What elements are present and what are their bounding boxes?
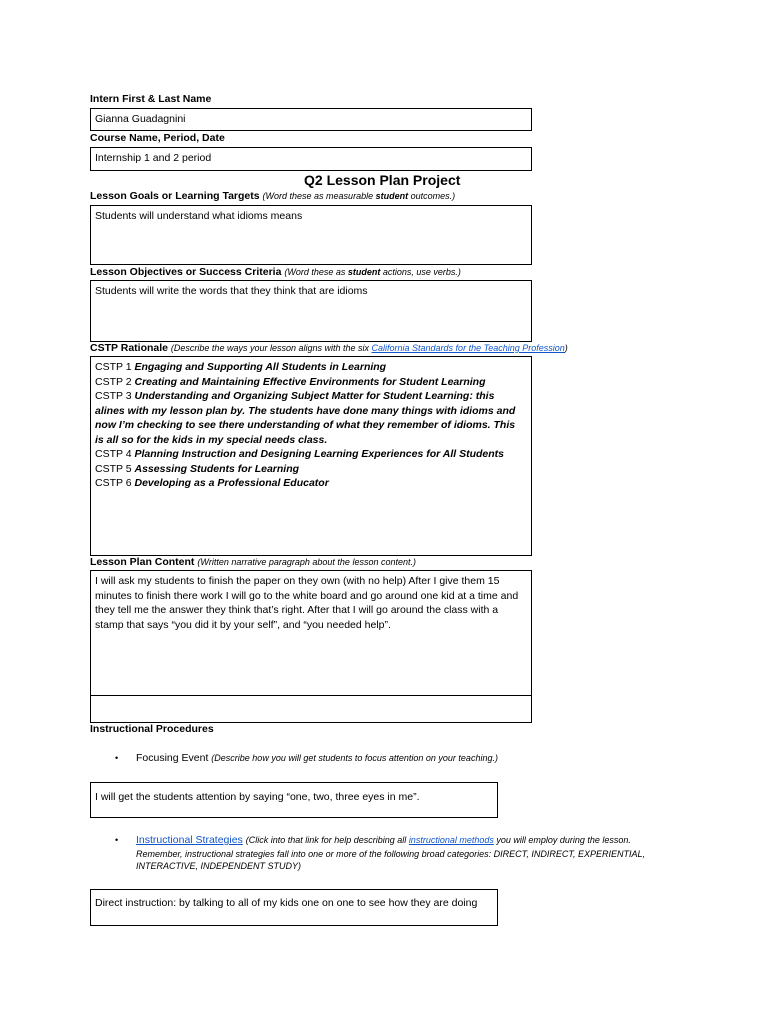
- focusing-note: (Describe how you will get students to focus attention on your teaching.): [211, 753, 498, 763]
- cstp-line-prefix: CSTP 3: [95, 390, 135, 402]
- cstp-line: [95, 404, 527, 419]
- cstp-line-prefix: CSTP 4: [95, 448, 135, 460]
- cstp-line: [95, 476, 527, 491]
- goals-field[interactable]: [90, 205, 532, 265]
- cstp-label-text: CSTP Rationale: [90, 342, 168, 354]
- strategies-note-line2: Remember, instructional strategies fall into one or more of the following broad categories: DIRECT, INDIRECT, EXPERIENTIAL,: [136, 849, 646, 859]
- objectives-label-text: Lesson Objectives or Success Criteria: [90, 266, 282, 278]
- content-line: minutes to finish there work I will go to the white board and go around one kid at a time and: [95, 589, 519, 602]
- strategies-note: (Click into that link for help describing all instructional methods you will employ during the lesson.: [245, 835, 631, 845]
- cstp-line-prefix: CSTP 2: [95, 375, 135, 388]
- strategies-note-line3: INTERACTIVE, INDEPENDENT STUDY): [136, 861, 302, 871]
- content-extra-field[interactable]: [90, 695, 532, 723]
- content-lines: [95, 574, 527, 632]
- goals-value: Students will understand what idioms means: [95, 210, 303, 222]
- cstp-note: (Describe the ways your lesson aligns with the six California Standards for the Teaching Profession): [170, 343, 568, 353]
- cstp-lines: [95, 360, 527, 491]
- cstp-line-text: alines with my lesson plan by. The students have done many things with idioms and: [95, 404, 516, 417]
- course-value: Internship 1 and 2 period: [95, 152, 212, 164]
- objectives-field[interactable]: [90, 280, 532, 342]
- strategies-heading: [136, 834, 631, 846]
- cstp-line-text: Creating and Maintaining Effective Environments for Student Learning: [134, 375, 486, 388]
- content-field[interactable]: [90, 570, 532, 696]
- cstp-line: [95, 360, 527, 375]
- content-label: [90, 556, 416, 568]
- strategies-field[interactable]: [90, 889, 498, 926]
- cstp-line-text: is all so for the kids in my special needs class.: [95, 433, 328, 446]
- intern-name-field[interactable]: [90, 108, 532, 131]
- goals-label: [90, 190, 455, 202]
- cstp-line-prefix: CSTP 5: [95, 462, 135, 475]
- objectives-value: Students will write the words that they think that are idioms: [95, 285, 368, 297]
- cstp-line-text: Developing as a Professional Educator: [134, 477, 329, 489]
- content-line: I will ask my students to finish the paper on they own (with no help) After I give them 15: [95, 575, 500, 587]
- content-note: (Written narrative paragraph about the lesson content.): [197, 557, 416, 567]
- cstp-line: [95, 447, 527, 462]
- objectives-note: (Word these as student actions, use verbs.): [284, 267, 461, 277]
- cstp-standards-link[interactable]: California Standards for the Teaching Profession: [371, 343, 565, 353]
- cstp-line: [95, 462, 527, 477]
- procedures-label: Instructional Procedures: [90, 723, 214, 735]
- cstp-label: [90, 342, 568, 354]
- focusing-bullet: •: [115, 753, 119, 763]
- content-label-text: Lesson Plan Content: [90, 556, 195, 568]
- goals-label-text: Lesson Goals or Learning Targets: [90, 190, 260, 202]
- instructional-strategies-link[interactable]: Instructional Strategies: [136, 834, 243, 846]
- cstp-line: [95, 433, 527, 448]
- content-line: they tell me the answer they think that’s right. After that I will go around the class with a: [95, 604, 499, 616]
- cstp-line-text: Planning Instruction and Designing Learning Experiences for All Students: [134, 448, 504, 460]
- cstp-line-text: Understanding and Organizing Subject Matter for Student Learning: this: [134, 390, 495, 402]
- focusing-field[interactable]: [90, 782, 498, 818]
- cstp-line: [95, 389, 527, 404]
- cstp-line: [95, 418, 527, 433]
- focusing-heading: [136, 752, 498, 764]
- strategies-value: Direct instruction: by talking to all of my kids one on one to see how they are doing: [95, 897, 478, 909]
- page-title: Q2 Lesson Plan Project: [304, 172, 461, 188]
- focusing-value: I will get the students attention by saying “one, two, three eyes in me”.: [95, 791, 420, 803]
- cstp-line-prefix: CSTP 1: [95, 361, 135, 373]
- cstp-line-text: Engaging and Supporting All Students in Learning: [134, 361, 387, 373]
- goals-note: (Word these as measurable student outcomes.): [262, 191, 456, 201]
- instructional-methods-link[interactable]: instructional methods: [408, 835, 494, 845]
- intern-label: Intern First & Last Name: [90, 93, 212, 105]
- intern-name-value: Gianna Guadagnini: [95, 113, 186, 125]
- cstp-field[interactable]: [90, 356, 532, 556]
- cstp-line: [95, 375, 527, 390]
- cstp-line-text: now I’m checking to see there understanding of what they remember of idioms. This: [95, 419, 516, 431]
- focusing-label: Focusing Event: [136, 752, 209, 764]
- course-field[interactable]: [90, 147, 532, 171]
- cstp-line-text: Assessing Students for Learning: [134, 462, 300, 475]
- objectives-label: [90, 266, 461, 278]
- content-line: stamp that says “you did it by your self”, and “you needed help”.: [95, 618, 391, 631]
- course-label: Course Name, Period, Date: [90, 132, 225, 144]
- cstp-line-prefix: CSTP 6: [95, 477, 135, 489]
- strategies-bullet: •: [115, 835, 119, 845]
